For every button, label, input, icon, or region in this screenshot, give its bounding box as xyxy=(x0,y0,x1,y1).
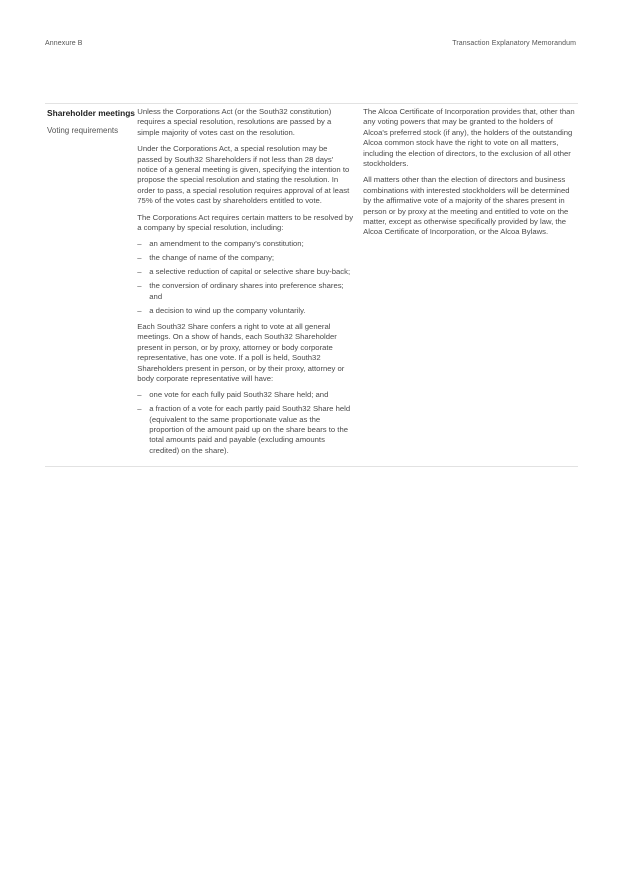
south32-column xyxy=(137,107,353,462)
row-heading-cell xyxy=(45,107,137,462)
list-item: – an amendment to the company's constitution; xyxy=(137,239,353,249)
list-item: – a decision to wind up the company voluntarily. xyxy=(137,306,353,316)
list-item: – the change of name of the company; xyxy=(137,253,353,263)
poll-votes-list xyxy=(137,390,353,456)
row-subtitle: Voting requirements xyxy=(47,125,119,135)
south32-paragraph-1: Unless the Corporations Act (or the South32 constitution) requires a special resolution, resolutions are passed by a simple majority of votes cast on the resolution. xyxy=(137,107,332,137)
comparison-table-row xyxy=(45,103,578,467)
south32-paragraph-4: Each South32 Share confers a right to vote at all general meetings. On a show of hands, each South32 Shareholder present in person, or by proxy, attorney or body corporate representative, has one vote. If a poll is held, South32 Shareholders present in person, or by their proxy, attorney or body corporate representative will have: xyxy=(137,321,345,383)
alcoa-column xyxy=(353,107,578,462)
running-header-right: Transaction Explanatory Memorandum xyxy=(452,40,576,47)
list-item: – the conversion of ordinary shares into preference shares; and xyxy=(137,281,353,302)
alcoa-paragraph-1: The Alcoa Certificate of Incorporation provides that, other than any voting powers that may be granted to the holders of Alcoa's preferred stock (if any), the holders of the outstanding Alcoa common stock have the right to vote on all matters, including the election of directors, to the exclusion of all other stockholders. xyxy=(363,107,575,169)
list-item: – one vote for each fully paid South32 Share held; and xyxy=(137,390,353,400)
south32-paragraph-2: Under the Corporations Act, a special resolution may be passed by South32 Shareholders if not less than 28 days' notice of a general meeting is given, specifying the intention to propose the special resolution and stating the resolution. In order to pass, a special resolution requires approval of at least 75% of the votes cast by shareholders entitled to vote. xyxy=(137,144,350,206)
south32-paragraph-3: The Corporations Act requires certain matters to be resolved by a company by special resolution, including: xyxy=(137,212,354,233)
running-header-left: Annexure B xyxy=(45,40,83,47)
row-title: Shareholder meetings xyxy=(47,108,135,118)
list-item: – a selective reduction of capital or selective share buy-back; xyxy=(137,267,353,277)
alcoa-paragraph-2: All matters other than the election of directors and business combinations with interested stockholders will be determined by the affirmative vote of a majority of the shares present in person or by proxy at the meeting and entitled to vote on the matter, except as otherwise specifically provided by law, the Alcoa Certificate of Incorporation, or the Alcoa Bylaws. xyxy=(363,175,570,237)
special-resolution-matters-list xyxy=(137,239,353,315)
list-item: – a fraction of a vote for each partly paid South32 Share held (equivalent to the same proportionate value as the proportion of the amount paid up on the share bears to the total amounts paid and payable (excluding amounts credited) on the share). xyxy=(137,404,353,456)
